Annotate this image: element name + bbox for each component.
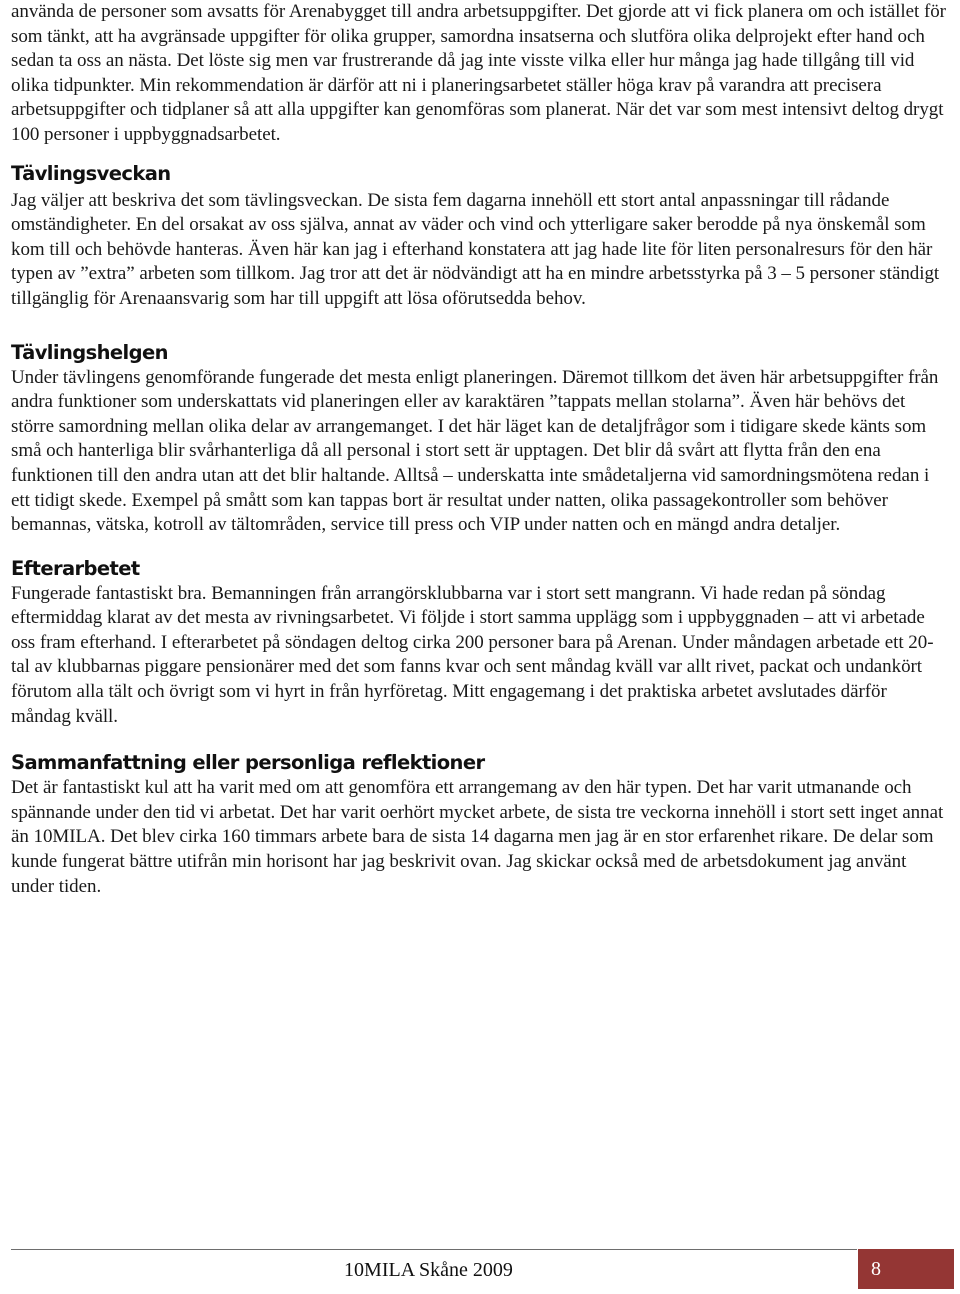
heading-tavlingshelgen: Tävlingshelgen [11,340,168,364]
document-page [11,0,946,899]
paragraph-sammanfattning: Det är fantastiskt kul att ha varit med om att genomföra ett arrangemang av den här typen. Det har varit utmanande och spännande under den tid vi arbetat. Det har varit oerhört mycket arbete, de sista tre veckorna innehöll i stort sett inget annat än 10MILA. Det blev cirka 160 timmars arbete bara de sista 14 dagarna men jag är en stor erfarenhet rikare. De delar som kunde fungerat bättre utifrån min horisont har jag beskrivit ovan. Jag skickar också med de arbetsdokument jag använt under tiden. [11,777,944,897]
paragraph-efterarbetet: Fungerade fantastiskt bra. Bemanningen från arrangörsklubbarna var i stort sett mangrann. Vi hade redan på söndag eftermiddag klarat av det mesta av rivningsarbetet. Vi följde i stort samma upplägg som i uppbyggnaden – att vi arbetade oss fram efterhand. I efterarbetet på söndagen deltog cirka 200 personer bara på Arenan. Under måndagen arbetade ett 20-tal av klubbarnas piggare pensionärer med det som fanns kvar och sent måndag kväll var allt rivet, packat och undankört förutom alla tält och övrigt som vi hyrt in från hyrföretag. Mitt engagemang i det praktiska arbetet avslutades därför måndag kväll. [11,582,934,727]
heading-tavlingsveckan: Tävlingsveckan [11,161,171,185]
heading-sammanfattning: Sammanfattning eller personliga reflektioner [11,751,485,775]
footer-title: 10MILA Skåne 2009 [344,1259,513,1281]
paragraph-tavlingshelgen: Under tävlingens genomförande fungerade det mesta enligt planeringen. Däremot tillkom det även här arbetsuppgifter från andra funktioner som underskattats vid planeringen eller av karaktären ”tappats mellan stolarna”. Även här behövs det större samordning mellan olika delar av arrangemanget. I det här läget kan de detaljfrågor som i tidigare skede känts som små och hanterliga blir svårhanterliga då all personal i stort sett är upptagen. Det blir då svårt att flytta från den ena funktionen till den andra utan att det blir haltande. Alltså – underskatta inte smådetaljerna vid samordningsmötena redan i ett tidigt skede. Exempel på smått som kan tappas bort är resultat under natten, olika passagekontroller som behöver bemannas, vätska, kotroll av tältområden, service till press och VIP under natten och en mängd andra detaljer. [11,366,939,536]
paragraph-uppbyggnad-end: använda de personer som avsatts för Arenabygget till andra arbetsuppgifter. Det gjorde att vi fick planera om och istället för som tänkt, att ha avgränsade uppgifter för olika grupper, samordna insatserna och slutföra olika delprojekt efter hand och sedan ta oss an nästa. Det löste sig men var frustrerande då jag inte visste vilka eller hur många jag hade tillgång till vid olika tidpunkter. Min rekommendation är därför att ni i planeringsarbetet ställer höga krav på varandra att precisera arbetsuppgifter och tidplaner så att alla uppgifter kan genomföras som planerat. När det var som mest intensivt deltog drygt 100 personer i uppbyggnadsarbetet. [11,1,946,145]
page-number: 8 [871,1258,881,1280]
paragraph-tavlingsveckan: Jag väljer att beskriva det som tävlingsveckan. De sista fem dagarna innehöll ett stort antal anpassningar till rådande omständigheter. En del orsakat av oss själva, annat av väder och vind och ytterligare saker berodde på nya önskemål som kom till och behövde hanteras. Även här kan jag i efterhand konstatera att jag hade lite för liten personalresurs för den här typen av ”extra” arbeten som tillkom. Jag tror att det är nödvändigt att ha en mindre arbetsstyrka på 3 – 5 personer ständigt tillgänglig för Arenaansvarig som har till uppgift att lösa oförutsedda behov. [11,189,940,309]
heading-efterarbetet: Efterarbetet [11,556,140,580]
page-footer [0,1248,960,1294]
page-number-box [858,1249,954,1289]
footer-divider [11,1249,857,1250]
